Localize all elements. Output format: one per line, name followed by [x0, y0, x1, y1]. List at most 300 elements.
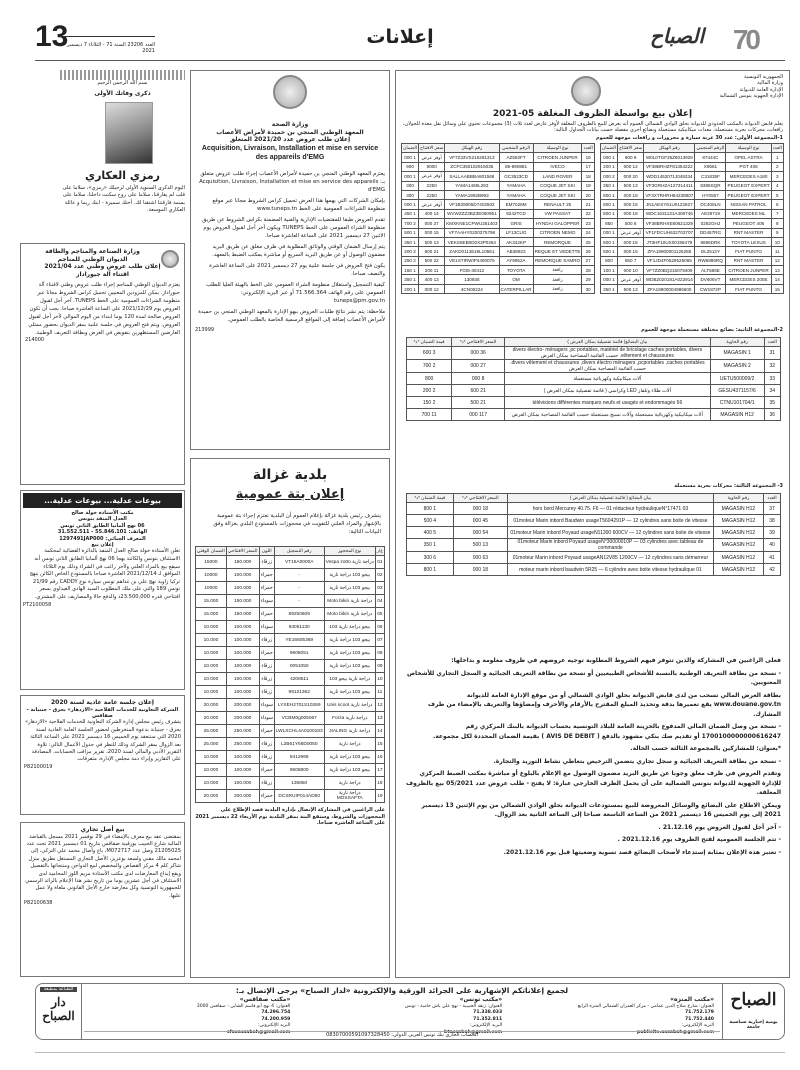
email-link[interactable]: btassabah@gmail.com: [444, 1029, 503, 1035]
table-cell: 25: [582, 237, 594, 246]
commercial-title: بيع أصل تجاري: [80, 826, 125, 833]
table-cell: 1 800: [600, 190, 617, 199]
table-cell: RENAULT 25: [533, 200, 582, 209]
phone-number: 74.296.754: [261, 1010, 291, 1015]
table-cell: 54 000: [453, 527, 507, 539]
email-link[interactable]: publicite.assabah@gmail.com: [636, 1029, 714, 1035]
table-cell: TOYOTA LEXUS: [726, 237, 771, 246]
table-cell: 19: [375, 790, 384, 803]
table-cell: FGt5-30412: [445, 266, 499, 275]
table-cell: 17: [582, 162, 594, 171]
table-cell: 63 000: [453, 552, 507, 564]
table-cell: DL2512Y: [695, 247, 726, 256]
table-cell: 22: [582, 209, 594, 218]
table-cell: PGT 406: [726, 162, 771, 171]
table-cell: دراجة نارية: [324, 777, 375, 790]
table-cell: 3 600: [407, 347, 452, 360]
engine-row: [407, 503, 781, 515]
column-header: رقم الهيكل: [445, 144, 499, 153]
judicial-sale-notice: [20, 490, 185, 690]
table-cell: 0282GHJ: [695, 219, 726, 228]
table-cell: divers vêtement et chaussures ,divers électro ménagers ,pcportables ,caches portables. حسب القائمة المصاحبة بمكان العرض: [505, 360, 711, 373]
group3-title: 3- المجموعة الثالثة: محركات بحرية مستعملة: [674, 483, 783, 489]
table-cell: 13: [375, 712, 384, 725]
table-cell: 15 000: [419, 228, 445, 237]
table-cell: 0051050: [274, 660, 324, 673]
table-cell: 22 500: [419, 256, 445, 265]
table-cell: 31: [764, 347, 780, 360]
table-cell: RNT MASTER: [726, 256, 771, 265]
table-cell: VF3XTRHRH84238807: [644, 190, 695, 199]
vehicle-row: [600, 181, 783, 190]
vehicle-row: [600, 237, 783, 246]
table-cell: دراجة نارية Forza: [324, 712, 375, 725]
footer-headline: لجميع إعلاناتكم الإشهارية على الجرائد الورقية والإلكترونية «لدار الصباح» يرجى الإتصال بـ:: [235, 986, 569, 995]
table-cell: VF38BRHZF81354222: [644, 162, 695, 171]
seized-item-row: [196, 556, 385, 569]
body-paragraph: فعلى الراغبين في المشاركة والذين تتوفر فيهم الشروط المطلوبة توجيه عروضهم في ظروف مغلومة و بداخلها:: [451, 657, 781, 664]
ag-body: يتشرف رئيس مجلس إدارة الشركة التعاونية للخدمات الفلاحية «الازدهار» بحزق - جبنيانة بدعوة المنخرطين لحضور الجلسة العامة العادية لسنة 2020 التي ستنعقد يوم الخميس 16 ديسمبر 2021 على الساعة الثالثة بعد الزوال بمقر الشركة وذلك للنظر في جدول الأعمال التالي: تلاوة التقرير الأدبي والمالي لسنة 2020، تقرير مراقب الحسابات، المصادقة على التقارير وإبراء ذمة مجلس الإدارة، متفرقات.: [24, 719, 181, 763]
table-cell: 41: [764, 552, 781, 564]
table-cell: 15: [375, 738, 384, 751]
column-header: السعر الافتتاحي: [226, 547, 259, 556]
column-header: سعر الافتتاح: [618, 144, 644, 153]
ghazala-auction-notice: [190, 458, 390, 978]
table-cell: زرقاء: [259, 556, 274, 569]
table-cell: بيجو دراجة نارية 103: [324, 621, 375, 634]
table-cell: 37: [764, 503, 781, 515]
table-cell: 9608800: [274, 764, 324, 777]
table-cell: أوفر عرض: [419, 153, 445, 162]
column-header: بيان البضائع ( قائمة تفصيلية بمكان العرض ): [508, 494, 714, 503]
column-header: رقم التسجيل: [274, 547, 324, 556]
seized-item-row: [196, 660, 385, 673]
table-cell: 1 150: [402, 266, 419, 275]
table-cell: TOYOTA: [499, 266, 533, 275]
table-cell: 10.000: [196, 777, 227, 790]
print-badge: للطباعة بمطبعة: [40, 987, 77, 992]
table-cell: GC3523CD: [499, 172, 533, 181]
email-label: البريد الإلكتروني:: [258, 1023, 291, 1028]
table-cell: 100.000: [226, 673, 259, 686]
table-cell: 2 200: [402, 247, 419, 256]
table-cell: VF1B29005D7402502: [445, 200, 499, 209]
table-cell: 100.000: [226, 764, 259, 777]
table-cell: 2250: [419, 190, 445, 199]
column-header: قيمة الضمان *د*: [407, 338, 452, 347]
table-cell: 35: [764, 397, 780, 409]
judicial-ref: PT2100058: [23, 601, 52, 608]
portrait-photo: [105, 102, 153, 164]
table-cell: 21 600: [452, 385, 505, 397]
table-cell: FIAT PUNTO: [726, 284, 771, 293]
table-cell: بيجو 103 دراجة نارية: [324, 686, 375, 699]
table-cell: JN1AESY61U0122827: [644, 200, 695, 209]
engine-row: [407, 515, 781, 527]
table-cell: 200.000: [226, 712, 259, 725]
goods-row: [407, 373, 781, 385]
column-header: قيمة الضمان *د*: [407, 494, 454, 503]
table-cell: 20: [582, 190, 594, 199]
table-cell: 2 250: [402, 256, 419, 265]
table-cell: 1 350: [407, 539, 454, 552]
table-cell: OM: [499, 275, 533, 284]
table-cell: زرقاء: [259, 686, 274, 699]
table-cell: IVECO: [533, 162, 582, 171]
phone-number: 71.752.179: [684, 1010, 714, 1015]
table-cell: VF1JD4F0529525065: [644, 256, 695, 265]
table-cell: 10.000: [196, 673, 227, 686]
memorial-notice: [20, 70, 185, 240]
table-cell: 30: [582, 284, 594, 293]
table-cell: YAMA1992B993: [445, 190, 499, 199]
table-cell: COQUE JET SKI: [533, 181, 582, 190]
table-cell: 04: [375, 595, 384, 608]
body-paragraph: بإمكان الشركات التي يهمها هذا العرض تحميل كراس الشروط مجانا عبر موقع منظومة الشراءات العمومية على الخط www.tuneps.tn: [212, 197, 385, 212]
table-cell: -: [274, 582, 324, 595]
table-cell: 100.000: [226, 660, 259, 673]
table-cell: دراجة نارية Vespa zotto: [324, 556, 375, 569]
table-cell: 11: [771, 247, 783, 256]
table-cell: 25.000: [196, 738, 227, 751]
seized-item-row: [196, 621, 385, 634]
table-cell: 800: [600, 256, 617, 265]
table-cell: 300: [402, 190, 419, 199]
engine-row: [407, 564, 781, 576]
table-cell: 1 800: [600, 200, 617, 209]
institute: المعهد الوطني المنجي بن حميدة لأمراض الأعصاب: [216, 128, 364, 136]
table-cell: 40: [764, 539, 781, 552]
authority-line: الإدارة الجهوية بتونس الشمالية: [719, 93, 783, 100]
seized-item-row: [196, 790, 385, 803]
table-cell: رافعة: [533, 275, 582, 284]
table-cell: 100.000: [226, 569, 259, 582]
table-cell: 25.000: [196, 725, 227, 738]
table-cell: 12: [771, 256, 783, 265]
body-paragraph: وتقدم العروض في ظرف مغلق وجوبا عن طريق البريد مضمون الوصول مع الإعلام بالبلوغ أو مباشرة بمكتب الضبط المركزي للإدارة الجهوية للديوانة بتونس الشمالية على أن يحمل الظرف الخارجي عبارة: لا يفتح - طلب عروض عدد 05/2021 بيع بالظروف المغلقة.: [406, 770, 781, 796]
vehicle-row: [600, 228, 783, 237]
table-cell: 13 500: [453, 539, 507, 552]
footer-logo: الصباح: [730, 990, 777, 1010]
customs-sale-notice: [395, 70, 790, 978]
table-cell: 130935: [445, 275, 499, 284]
ag-ref: P82100019: [24, 763, 53, 770]
office-tax-id: المعرف الجبائي: 1297491JAP000: [59, 535, 146, 542]
table-cell: MAGASIN 1: [710, 347, 764, 360]
table-cell: أوفر عرض: [618, 228, 644, 237]
vehicle-row: [600, 256, 783, 265]
vehicle-row: [600, 219, 783, 228]
vehicle-row: [402, 181, 595, 190]
mines-tender-notice: [20, 243, 185, 485]
table-cell: 100.000: [226, 621, 259, 634]
table-cell: AK342KP: [499, 237, 533, 246]
table-cell: LAND ROVER: [533, 172, 582, 181]
table-cell: 10.000: [196, 634, 227, 647]
column-header: اللون: [259, 547, 274, 556]
table-cell: MAGASIN H12: [713, 539, 763, 552]
authority-line: وزارة المالية: [757, 80, 783, 87]
table-cell: 01moteur Marin inbord Poyaud usageN11300 600CV — 12 cylindres sans boite de vitesse: [508, 527, 714, 539]
seized-item-row: [196, 673, 385, 686]
table-cell: 10.000: [196, 764, 227, 777]
table-cell: AZ592FT: [499, 153, 533, 162]
body-paragraph: ويمكن الاطلاع على البضائع والوسائل المعروضة للبيع بمستودعات الديوانة بحلق الوادي الشمالي من يوم الإثنين 13 ديسمبر 2021 إلى يوم الخميس 16 ديسمبر 2021 من الساعة التاسعة صباحا إلى الساعة الثانية بعد الزوال.: [421, 801, 781, 818]
table-cell: 17: [375, 764, 384, 777]
table-cell: 8896DRK: [695, 237, 726, 246]
table-cell: YAMA1466L293: [445, 181, 499, 190]
office-address: 06 نهج ألمانيا الطابق الثاني تونس: [60, 522, 145, 529]
table-cell: 01moteur Marin inbord Baudwin usageT5604291P — 12 cylindres sans boite de vitesse: [508, 515, 714, 527]
table-cell: 09: [375, 660, 384, 673]
table-cell: WDC1631131A408746: [644, 209, 695, 218]
page-number-rule: [60, 36, 155, 37]
table-cell: دراجة نارية MOSSAFTA: [324, 790, 375, 803]
table-header-row: [196, 547, 385, 556]
marine-engines-table: [406, 493, 781, 576]
table-cell: 1 000: [402, 172, 419, 181]
table-cell: 45 000: [453, 515, 507, 527]
table-cell: 100.000: [226, 582, 259, 595]
table-cell: 2 000: [600, 172, 617, 181]
table-cell: 18 000: [618, 209, 644, 218]
footer-print-block: [36, 984, 82, 1039]
vehicle-row: [600, 275, 783, 284]
table-cell: 20 000: [618, 172, 644, 181]
table-cell: أوفر عرض: [419, 172, 445, 181]
table-cell: 10000: [196, 569, 227, 582]
table-cell: DCSRUIP014AD50: [274, 790, 324, 803]
auction-footer: على الراغبين في المشاركة الإتصال بإدارة البلدية قصد الإطلاع على المحجوزات والشروط، وستقع البتة بمقر البلدية يوم الأربعاء 22 ديسمبر 2021 على الساعة العاشرة صباحا.: [195, 807, 385, 827]
table-cell: 8 000: [452, 373, 505, 385]
table-cell: 10.000: [196, 621, 227, 634]
table-cell: 11 700: [407, 409, 452, 421]
table-cell: CITROEN JUNPER: [533, 153, 582, 162]
table-cell: آلات ميكانيكية وكهربائية مستعملة: [505, 373, 711, 385]
table-cell: REMORQUE SAMRO: [533, 256, 582, 265]
table-cell: 8 500: [618, 219, 644, 228]
table-cell: 01: [375, 556, 384, 569]
vehicle-row: [600, 190, 783, 199]
table-cell: دراجة نارية Moto bikin: [324, 595, 375, 608]
seized-item-row: [196, 725, 385, 738]
table-cell: 20.000: [196, 790, 227, 803]
vehicle-row: [402, 228, 595, 237]
table-cell: زرقاء: [259, 660, 274, 673]
body-paragraph: - نسخة من وصل الضمان المالي المدفوع بالخزينة العامة للبلاد التونسية بحساب الديوانة بالبنك المركزي رقم 1700100000000616247 أو تقديم صك بنكي مشهود بالدفع ( AVIS DE DEBIT ) بقيمة الضمان المحددة لكل مجموعة.: [432, 723, 781, 740]
vehicle-row: [600, 162, 783, 171]
column-header: ع/ر: [375, 547, 384, 556]
seized-item-row: [196, 738, 385, 751]
table-cell: PEUGEOT 406: [726, 219, 771, 228]
table-cell: 8389SQR: [695, 181, 726, 190]
seized-item-row: [196, 751, 385, 764]
table-cell: SALLAABBBA801568: [445, 172, 499, 181]
table-cell: PEUGEOT EXPERT: [726, 181, 771, 190]
office-address: العنوان: 4 نهج أبو قاسم الشابي - صفاقس 3000: [196, 1003, 291, 1009]
vehicle-row: [600, 209, 783, 218]
phone-number: 71.338.033: [473, 1010, 503, 1015]
seized-item-row: [196, 569, 385, 582]
office-name: مكتب الأستاذة خولة صالح: [71, 510, 134, 516]
seized-item-row: [196, 712, 385, 725]
email-link[interactable]: sfaxassabah@gmail.com: [226, 1029, 291, 1035]
table-cell: CITROEN NEMO: [533, 228, 582, 237]
table-cell: 800: [407, 373, 452, 385]
page-header: [0, 0, 800, 62]
seized-item-row: [196, 699, 385, 712]
table-cell: 100.000: [226, 686, 259, 699]
table-cell: HY0567: [695, 190, 726, 199]
table-cell: CTNU101704/1: [710, 397, 764, 409]
table-cell: 42: [764, 564, 781, 576]
footer-tagline: يومية إخبارية سياسية جامعة: [729, 1020, 778, 1030]
table-cell: 100.000: [226, 777, 259, 790]
table-cell: سوداء: [259, 595, 274, 608]
table-cell: 6: [771, 200, 783, 209]
table-cell: 08: [375, 647, 384, 660]
fax-number: 71.752.440: [684, 1016, 714, 1022]
table-cell: 100.000: [226, 634, 259, 647]
table-cell: 9 600: [618, 153, 644, 162]
table-cell: 26: [582, 247, 594, 256]
table-cell: 18 000: [618, 190, 644, 199]
table-cell: زرقاء: [259, 738, 274, 751]
notice-title: إعلان بيع: [91, 542, 114, 549]
table-cell: 18 000: [618, 237, 644, 246]
table-cell: VEKS5EB0D0X3P0264: [445, 237, 499, 246]
table-cell: ZFA19900001125285: [644, 247, 695, 256]
body-paragraph: *بعنوان: للمشاركين بالمجموعة الثالثة حسب الحالة.: [630, 745, 781, 752]
vehicle-row: [402, 219, 595, 228]
table-cell: 85-890881: [499, 162, 533, 171]
office-logo-icon: [161, 250, 179, 268]
table-cell: RNT MASTER: [726, 228, 771, 237]
table-cell: YE16605369: [274, 634, 324, 647]
office-name: «مكتب صفاقس»: [239, 996, 291, 1003]
column-header: بيان البضائع( قائمة تفصيلية بمكان العرض ): [505, 338, 711, 347]
table-cell: 150.000: [226, 608, 259, 621]
table-cell: MAGASIN 2: [710, 360, 764, 373]
seized-item-row: [196, 686, 385, 699]
ontc-body: يعتزم الديوان الوطني للمناجم إجراء طلب عروض وطني لاقتناء آلة جيوراداز. يمكن للمزودين المعنيين تحميل كراس الشروط مجانا عبر منظومة الشراءات العمومية على الخط TUNEPS. آخر أجل لقبول العروض يوم 2021/12/29 على الساعة العاشرة صباحا. يجب أن تكون العروض صالحة لمدة 120 يوما ابتداء من اليوم الموالي لآخر أجل لقبول العروض. ويتم فتح العروض في جلسة علنية بمقر الديوان بحضور ممثلي العارضين المستظهرين بتفويض في الغرض وبطاقة التعريف الوطنية.: [28, 282, 180, 336]
table-cell: 14: [771, 275, 783, 284]
table-cell: ALT586E: [695, 266, 726, 275]
table-cell: دراجة نارية JIALING: [324, 725, 375, 738]
vehicle-row: [600, 284, 783, 293]
table-cell: 1 000: [402, 200, 419, 209]
customs-seal-icon: [571, 76, 601, 106]
memorial-name: رمزي العكاري: [85, 168, 160, 182]
bank-account: الحساب الجاري بنك تونس العربي الدولي: 08307000591097328450: [84, 1031, 720, 1038]
table-cell: 21: [582, 200, 594, 209]
table-cell: 2 700: [402, 219, 419, 228]
table-cell: 13: [771, 266, 783, 275]
table-cell: 1 500: [402, 228, 419, 237]
table-cell: زرقاء: [259, 673, 274, 686]
goods-row: [407, 347, 781, 360]
customs-title: إعلان بيع بواسطة الظروف المغلقة 05-2021: [492, 109, 693, 119]
table-cell: 11: [375, 686, 384, 699]
table-cell: دراجة نارية Unis scoot: [324, 699, 375, 712]
table-cell: 99121362: [274, 686, 324, 699]
table-cell: 1 000: [600, 228, 617, 237]
table-cell: 01moteur Marin inbord Poyaud usageAN12V85 1200CV — 12 cylindres sans démarreur: [508, 552, 714, 564]
seized-item-row: [196, 764, 385, 777]
column-header: رقم الحاوية: [713, 494, 763, 503]
commercial-body: بمقتضى عقد بيع معرف بالإمضاء في 29 نوفمبر 2021 مسجل بالقباضة المالية شارع الحبيب بورقيبة صفاقس بتاريخ 01 ديسمبر 2021 تحت عدد 21205025 وصل عدد M072717، باع وأصال محمد علي التركي، إلى امحمد مالك مقني ولسعد بوعزيز، الأصل التجاري المستغل بطريق منزل شاكر كلم 4 مركز القصاص والمخصص لبيع الدواجن ومنتجاتها بالتفصيل ويقع إيداع المعارضات لدى مكتب الأستاذة مريم اللوز المحامية لدى الاستئناف في أجل عشرين يوما من تاريخ نشر هذا الإعلام بالرائد الرسمي للجمهورية التونسية وكل معارضة خارج الأجل القانوني ملغاة ولا عمل عليها.: [25, 833, 181, 899]
vehicle-tables: [401, 143, 784, 294]
table-cell: 24: [582, 228, 594, 237]
vehicle-table-1-15: [600, 143, 784, 294]
table-header-row: [402, 144, 595, 153]
body-paragraph: يكون فتح العروض في جلسة علنية يوم 27 ديسمبر 2021 على الساعة العاشرة والنصف صباحا.: [209, 262, 385, 277]
table-cell: 1 450: [402, 209, 419, 218]
body-paragraph: - تعتبر هذه الإعلان بمثابة إستدعاء لأصحاب البضائع قصد تسوية وضعيتها قبل يوم 2021.12.16.: [503, 848, 781, 856]
seized-item-row: [196, 634, 385, 647]
table-cell: 8242TCD: [499, 209, 533, 218]
table-cell: 13 500: [618, 284, 644, 293]
table-cell: DV606VT: [695, 275, 726, 284]
bottom-rule: [35, 1052, 785, 1053]
table-cell: زرقاء: [259, 777, 274, 790]
vehicle-row: [402, 266, 595, 275]
general-assembly-notice: [20, 695, 185, 815]
office-role: العدل المنفذ بتونس: [78, 516, 127, 523]
table-cell: 89250609: [274, 608, 324, 621]
logo-text: الصباح: [650, 24, 705, 48]
fax-number: 71.352.811: [473, 1016, 503, 1022]
table-cell: 150.000: [226, 595, 259, 608]
tender-number: إعلان طلب عروض عدد 2021/20 المتعلق: [229, 136, 351, 143]
table-cell: 7: [771, 209, 783, 218]
table-cell: OPEL ASTRA: [726, 153, 771, 162]
table-cell: 5 400: [407, 527, 454, 539]
body-paragraph: بطاقة العرض المالي تسحب من لدى قابض الديوانة بحلق الوادي الشمالي أو من موقع الإدارة العامة للديوانة www.douane.gov.tn يقع تعميرها بدقة وتحديد المبلغ المقترح بالأرقام والأحرف وإمضاؤها والتعريف بالإمضاء من طرف المشارك.: [428, 691, 781, 718]
emg-body: [195, 170, 385, 324]
engine-row: [407, 527, 781, 539]
table-cell: 10: [375, 673, 384, 686]
table-cell: divers électro- ménagers ,pc portables, matériel de bricolage caches portables, divers vêtement et chaussures. حسب القائمة المصاحبة بمكان العرض: [505, 347, 711, 360]
table-cell: 13 500: [419, 237, 445, 246]
table-cell: 4 500: [407, 515, 454, 527]
column-header: العدد: [582, 144, 594, 153]
table-cell: 8: [771, 219, 783, 228]
body-paragraph: يتم إرسال الضمان الوقتي والوثائق المطلوبة في ظرف مغلق عن طريق البريد مضمون الوصول أو عن طريق البريد السريع أو مباشرة بمكتب الضبط بالمعهد.: [212, 243, 385, 258]
auction-intro: يتشرف رئيس بلدية غزالة بإعلام العموم أن البلدية تعتزم إجراء بتة عمومية بالإشهار والمزاد العلني للتفويت في محجوزات بالمستودع البلدي بغزالة وفق البيانات التالية:: [213, 513, 381, 535]
table-cell: 10.000: [196, 751, 227, 764]
body-paragraph: - آخر أجل لقبول العروض يوم 21.12.16 .: [658, 823, 781, 831]
table-cell: 38: [764, 515, 781, 527]
vehicle-row: [600, 172, 783, 181]
table-cell: بيجو 103 دراجة نارية: [324, 634, 375, 647]
vehicle-row: [402, 247, 595, 256]
table-cell: 12 000: [419, 284, 445, 293]
table-cell: 03: [375, 582, 384, 595]
table-cell: 32: [764, 360, 780, 373]
table-cell: WVWZZZ3BZ3E050961: [445, 209, 499, 218]
table-cell: MERCEDES A180: [726, 172, 771, 181]
table-cell: KMXKNE1CPWU251403: [445, 219, 499, 228]
goods-row: [407, 409, 781, 421]
table-cell: 10.000: [196, 686, 227, 699]
judicial-contact: [23, 510, 182, 548]
table-cell: 15.000: [196, 608, 227, 621]
column-header: رقم الحاوية: [710, 338, 764, 347]
table-cell: LF13CUG: [499, 228, 533, 237]
table-cell: 2 150: [407, 397, 452, 409]
table-cell: 4CN00224: [445, 284, 499, 293]
